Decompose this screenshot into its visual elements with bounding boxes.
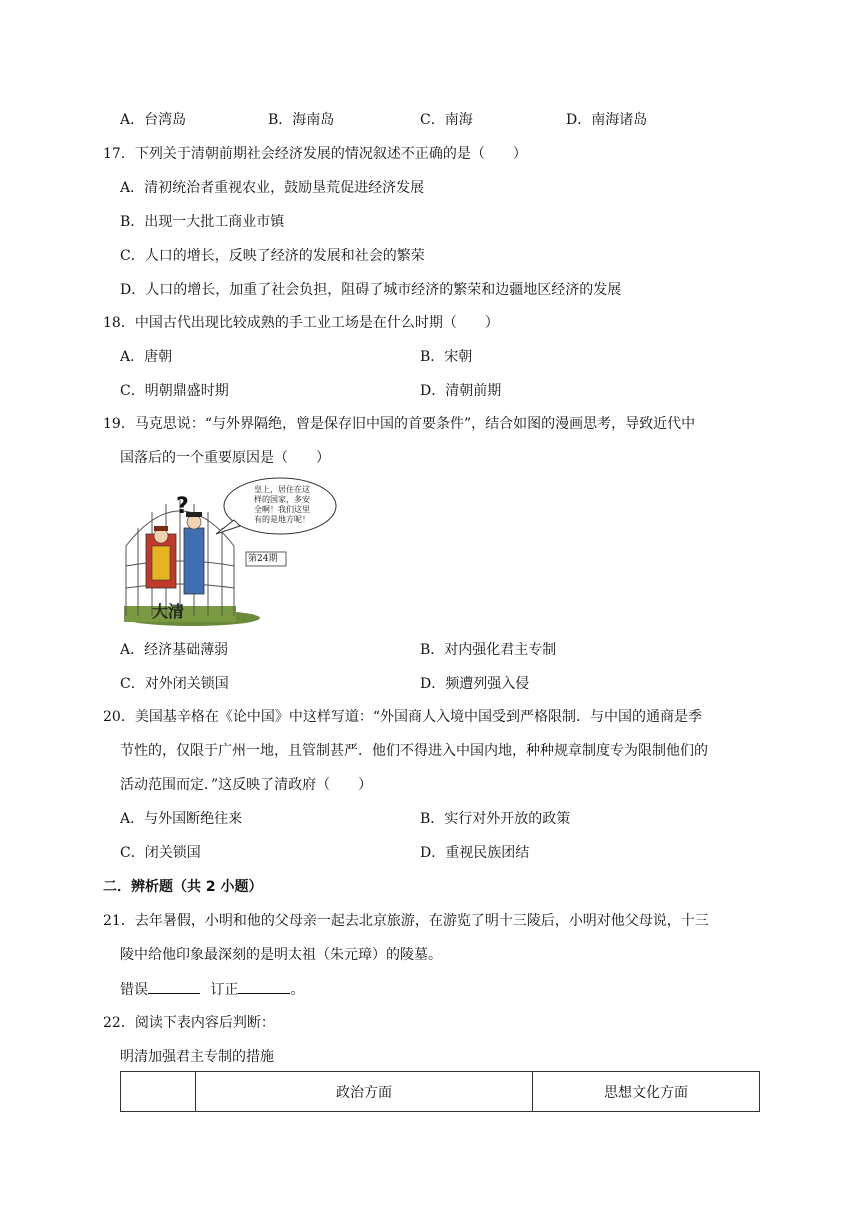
speech-line: 有的是地方呢！	[254, 515, 310, 524]
speech-line: 皇上，居住在这	[254, 485, 310, 494]
q21-answer-line	[120, 979, 304, 1000]
cartoon-question-mark: ?	[176, 494, 189, 519]
q17-option-a: A．清初统治者重视农业，鼓励垦荒促进经济发展	[120, 180, 425, 196]
q20-option-d: D．重视民族团结	[420, 845, 530, 861]
wrong-blank[interactable]	[148, 979, 200, 994]
q19-option-a: A．经济基础薄弱	[120, 642, 229, 658]
q18-option-a: A．唐朝	[120, 349, 173, 365]
q16-option-a: A．台湾岛	[120, 112, 187, 128]
q20-stem-line1: 20．美国基辛格在《论中国》中这样写道：“外国商人入境中国受到严格限制．与中国的通商是季	[103, 709, 702, 725]
table-header-culture: 思想文化方面	[533, 1072, 760, 1112]
q21-line2: 陵中给他印象最深刻的是明太祖（朱元璋）的陵墓。	[120, 947, 442, 963]
q17-stem: 17．下列关于清朝前期社会经济发展的情况叙述不正确的是（ ）	[103, 146, 527, 162]
period: 。	[290, 982, 305, 998]
q16-option-d: D．南海诸岛	[566, 112, 648, 128]
section-title: 二．辨析题（共 2 小题）	[103, 879, 263, 895]
q22-stem: 22．阅读下表内容后判断：	[103, 1015, 275, 1031]
speech-bubble	[240, 485, 324, 525]
q21-line1: 21．去年暑假，小明和他的父母亲一起去北京旅游，在游览了明十三陵后，小明对他父母说，十三	[103, 913, 709, 929]
q18-option-b: B．宋朝	[420, 349, 473, 365]
fix-blank[interactable]	[238, 979, 290, 994]
q18-option-c: C．明朝鼎盛时期	[120, 383, 229, 399]
speech-line: 样的国家，多安	[254, 495, 310, 504]
q19-stem-line2: 国落后的一个重要原因是（ ）	[120, 450, 330, 466]
fix-label: 订正	[210, 982, 239, 998]
table-header-blank	[121, 1072, 196, 1112]
q19-option-d: D．频遭列强入侵	[420, 676, 530, 692]
birdcage-cartoon	[122, 476, 340, 628]
q17-option-d: D．人口的增长，加重了社会负担，阻碍了城市经济的繁荣和边疆地区经济的发展	[120, 282, 622, 298]
wrong-label: 错误	[120, 982, 148, 998]
measures-table	[120, 1071, 760, 1112]
q20-option-c: C．闭关锁国	[120, 845, 201, 861]
table-header-row	[121, 1072, 760, 1112]
q18-stem: 18．中国古代出现比较成熟的手工业工场是在什么时期（ ）	[103, 315, 499, 331]
table-title: 明清加强君主专制的措施	[120, 1049, 274, 1065]
q18-option-d: D．清朝前期	[420, 383, 502, 399]
q20-stem-line2: 节性的，仅限于广州一地，且管制甚严．他们不得进入中国内地，种种规章制度专为限制他们的	[120, 743, 708, 759]
q19-stem-line1: 19．马克思说：“与外界隔绝，曾是保存旧中国的首要条件”，结合如图的漫画思考，导致近代中	[103, 416, 696, 432]
q16-option-b: B．海南岛	[268, 112, 335, 128]
q20-stem-line3: 活动范围而定．”这反映了清政府（ ）	[120, 777, 373, 793]
q19-option-b: B．对内强化君主专制	[420, 642, 557, 658]
q19-option-c: C．对外闭关锁国	[120, 676, 229, 692]
speech-line: 全啊！我们这里	[254, 505, 310, 514]
q17-option-b: B．出现一大批工商业市镇	[120, 214, 285, 230]
q17-option-c: C．人口的增长，反映了经济的发展和社会的繁荣	[120, 248, 425, 264]
q16-option-c: C．南海	[420, 112, 473, 128]
cartoon-sign-text: 第24期	[248, 554, 278, 564]
q20-option-b: B．实行对外开放的政策	[420, 811, 571, 827]
table-header-political: 政治方面	[196, 1072, 533, 1112]
cartoon-label: 大清	[152, 602, 185, 621]
q20-option-a: A．与外国断绝往来	[120, 811, 243, 827]
